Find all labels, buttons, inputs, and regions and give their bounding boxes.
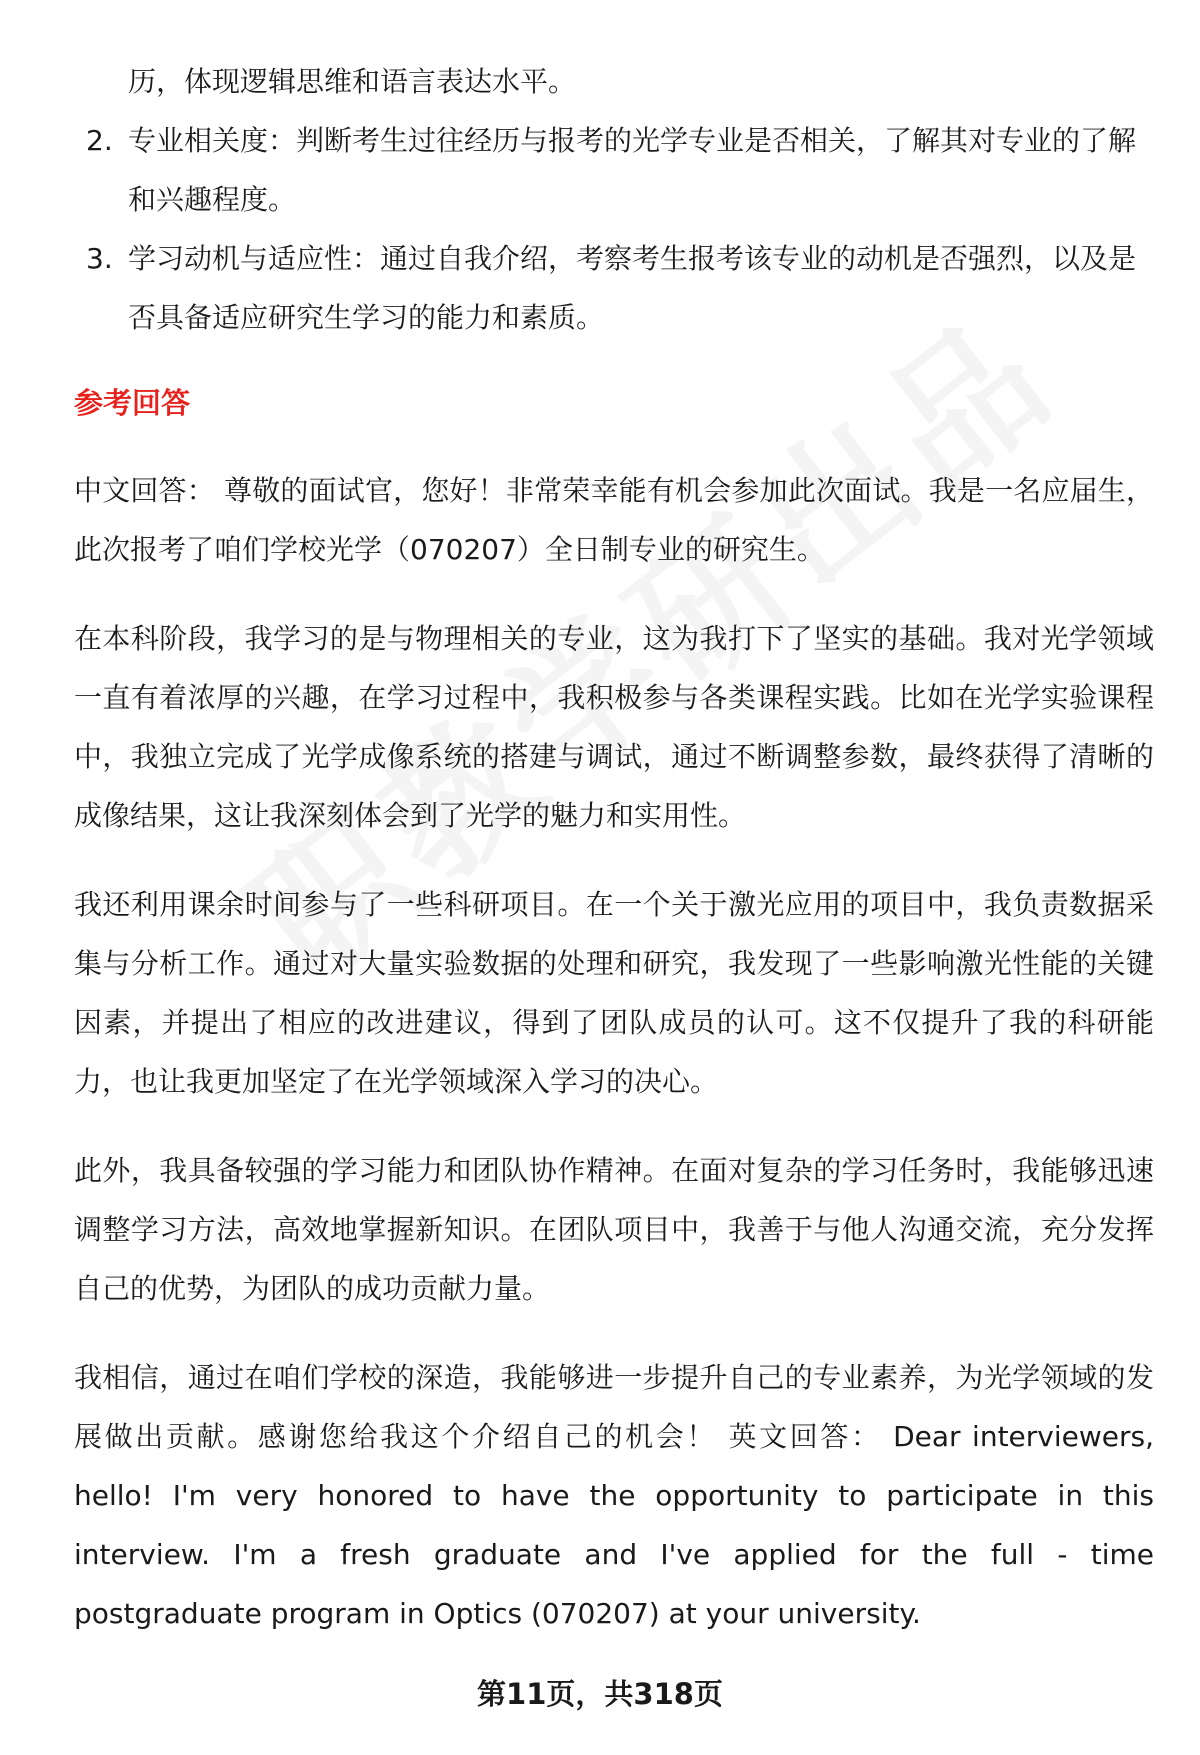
answer-paragraph: 我相信，通过在咱们学校的深造，我能够进一步提升自己的专业素养，为光学领域的发展做出贡献。感谢您给我这个介绍自己的机会！ 英文回答： Dear interviewers, hello! I'm very honored to have the opportunity to participate in this interview. I'm a fresh graduate and I've applied for the full - time postgraduate program in Optics (070207) at your university. bbox=[74, 1361, 1154, 1630]
answer-paragraph: 在本科阶段，我学习的是与物理相关的专业，这为我打下了坚实的基础。我对光学领域一直有着浓厚的兴趣，在学习过程中，我积极参与各类课程实践。比如在光学实验课程中，我独立完成了光学成像系统的搭建与调试，通过不断调整参数，最终获得了清晰的成像结果，这让我深刻体会到了光学的魅力和实用性。 bbox=[74, 622, 1154, 832]
list-item-number: 2. bbox=[86, 124, 113, 157]
list-item bbox=[74, 229, 1154, 347]
list-item-number: 3. bbox=[86, 242, 113, 275]
page-content bbox=[74, 52, 1154, 1673]
page-number-footer: 第11页，共318页 bbox=[477, 1677, 723, 1711]
list-item-text: 专业相关度：判断考生过往经历与报考的光学专业是否相关，了解其对专业的了解和兴趣程度。 bbox=[128, 124, 1137, 216]
list-item-text: 学习动机与适应性：通过自我介绍，考察考生报考该专业的动机是否强烈，以及是否具备适应研究生学习的能力和素质。 bbox=[128, 242, 1137, 334]
answer-paragraph: 中文回答： 尊敬的面试官，您好！非常荣幸能有机会参加此次面试。我是一名应届生，此次报考了咱们学校光学（070207）全日制专业的研究生。 bbox=[74, 474, 1154, 566]
section-heading-reference-answer: 参考回答 bbox=[74, 386, 191, 420]
answer-paragraph: 我还利用课余时间参与了一些科研项目。在一个关于激光应用的项目中，我负责数据采集与分析工作。通过对大量实验数据的处理和研究，我发现了一些影响激光性能的关键因素，并提出了相应的改进建议，得到了团队成员的认可。这不仅提升了我的科研能力，也让我更加坚定了在光学领域深入学习的决心。 bbox=[74, 888, 1154, 1098]
list-item-continuation: 历，体现逻辑思维和语言表达水平。 bbox=[128, 65, 577, 98]
answer-paragraph: 此外，我具备较强的学习能力和团队协作精神。在面对复杂的学习任务时，我能够迅速调整学习方法，高效地掌握新知识。在团队项目中，我善于与他人沟通交流，充分发挥自己的优势，为团队的成功贡献力量。 bbox=[74, 1154, 1154, 1305]
list-item bbox=[74, 111, 1154, 229]
